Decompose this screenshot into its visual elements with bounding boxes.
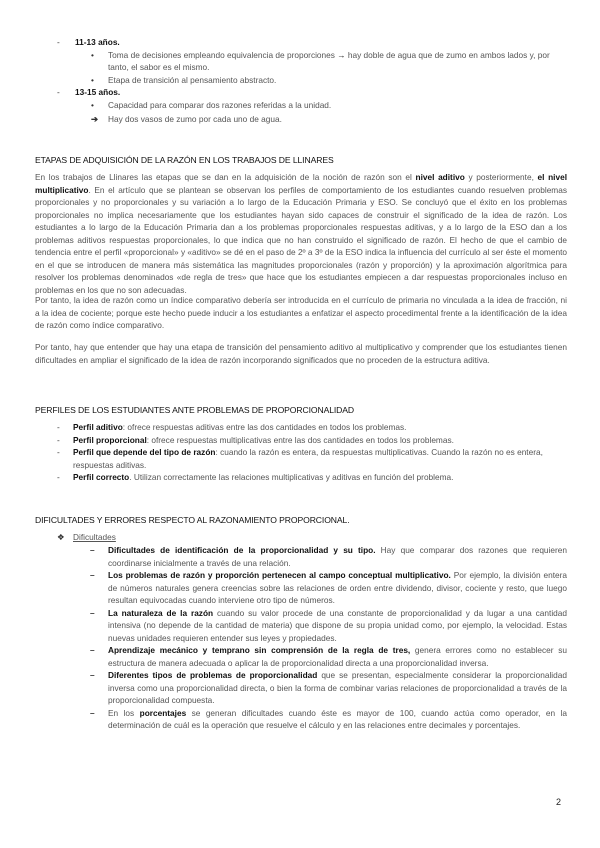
dash-marker: –: [90, 707, 95, 718]
difficulty-item: [35, 569, 567, 607]
section-heading: DIFICULTADES Y ERRORES RESPECTO AL RAZONAMIENTO PROPORCIONAL.: [35, 515, 350, 525]
bold-text: Aprendizaje mecánico y temprano sin comprensión de la regla de tres,: [108, 645, 411, 655]
dash-marker: -: [57, 422, 60, 432]
paragraph: [35, 171, 567, 296]
difficulty-item: [35, 544, 567, 569]
section-heading: PERFILES DE LOS ESTUDIANTES ANTE PROBLEMAS DE PROPORCIONALIDAD: [35, 405, 355, 415]
bold-text: Perfil proporcional: [73, 434, 147, 445]
text: : ofrece respuestas aditivas entre las dos cantidades en todos los problemas.: [122, 422, 407, 432]
text: : ofrece respuestas multiplicativas entre las dos cantidades en todos los problemas.: [146, 434, 454, 445]
dash-marker: -: [57, 434, 60, 445]
arrow-right-icon: →: [337, 49, 346, 60]
bullet-text: Toma de decisiones empleando equivalencia de proporciones: [108, 49, 338, 60]
text: En los trabajos de Llinares las etapas que se dan en la adquisición de la noción de razón son el: [35, 172, 416, 182]
bullet-icon: •: [91, 74, 94, 85]
bullet-text: Capacidad para comparar dos razones referidas a la unidad.: [108, 99, 332, 110]
text: que se presentan, especialmente considerar la proporcionalidad inversa como una proporcionalidad directa, o bien la forma de combinar varias relaciones de proporcionalidad a través de la proporcionalidad compuesta.: [108, 670, 567, 705]
bold-text: Perfil que depende del tipo de razón: [73, 447, 216, 457]
age-stages-list: [35, 36, 567, 126]
bullet-text: hay doble de agua que de zumo en ambos lados y, por tanto, el sabor es el mismo.: [108, 49, 550, 72]
bold-text: nivel aditivo: [415, 172, 465, 182]
bullet-item: [35, 49, 567, 74]
dash-marker: -: [57, 472, 60, 482]
profile-item: [35, 434, 567, 447]
bullet-item: [35, 74, 567, 87]
text: Hay que comparar dos razones que requieren coordinarse inicialmente a través de una relación.: [108, 545, 567, 568]
difficulty-item: [35, 644, 567, 669]
section-heading: ETAPAS DE ADQUISICIÓN DE LA RAZÓN EN LOS TRABAJOS DE LLINARES: [35, 155, 334, 165]
dash-marker: –: [90, 545, 95, 555]
profiles-list: [35, 421, 567, 484]
profile-item: [35, 421, 567, 434]
text: . Utilizan correctamente las relaciones multiplicativas y aditivas en función del problema.: [129, 472, 454, 482]
age-stage-item: [35, 36, 567, 49]
text: genera errores como no establecer su estructura de manera adecuada o aplicar la de proporcionalidad directa a una proporcionalidad inversa.: [108, 645, 567, 668]
difficulty-item: [35, 607, 567, 645]
bold-text: La naturaleza de la razón: [108, 607, 214, 618]
dash-marker: -: [57, 37, 60, 47]
text: . En el artículo que se plantean se observan los perfiles de comportamiento de los estudiantes cuando resuelven problemas proporcionales y no proporcionales y su variación a lo largo de la Educación Primaria y ESO. Se concluyó que el éxito en los problemas proporcionales no implica necesariamente que los estudiantes hayan sido capaces de construir el significado de la idea de razón. Los estudiantes a lo largo de la Educación Primaria dan a los problemas proporcionales respuestas aditivas, y a lo largo de la ESO dan a los problemas aditivos respuestas proporcionales, lo que indica que no han construido el significado de razón. El hecho de que el cambio de tendencia entre el perfil «proporcional» y «aditivo» se dé en el paso de 2º a 3º de la ESO indica la influencia del currículo al ser éste el momento en el que se introducen de manera más sistemática las magnitudes proporcionales (razón y proporción) y la aproximación algorítmica para resolver los problemas denominados «de regla de tres» que hace que los estudiantes empiecen a dar respuestas proporcionales incluso en problemas en los que no son adecuadas.: [35, 184, 567, 295]
bullet-text: Etapa de transición al pensamiento abstracto.: [108, 74, 277, 85]
dash-marker: –: [90, 645, 95, 655]
text: : cuando la razón es entera, da respuestas multiplicativas. Cuando la razón no es entera, respuestas aditivas.: [73, 447, 543, 470]
paragraph: Por tanto, hay que entender que hay una etapa de transición del pensamiento aditivo al multiplicativo y comprender que los estudiantes tienen dificultades en ampliar el significado de la idea de razón incorporando significados que no proceden de la estructura aditiva.: [35, 342, 567, 365]
diamond-bullet-icon: ❖: [57, 532, 65, 542]
profile-item: [35, 446, 567, 471]
bold-text: Perfil aditivo: [73, 422, 123, 432]
bullet-icon: •: [91, 49, 94, 60]
difficulty-item: [35, 707, 567, 732]
page-number: 2: [556, 797, 562, 807]
dash-marker: -: [57, 447, 60, 457]
bullet-icon: •: [91, 99, 94, 110]
bold-text: Perfil correcto: [73, 472, 130, 482]
bold-text: el nivel multiplicativo: [35, 172, 567, 195]
dash-marker: –: [90, 607, 95, 618]
dash-marker: -: [57, 87, 60, 97]
text: y posteriormente,: [464, 172, 538, 182]
dash-marker: –: [90, 670, 95, 680]
paragraph: Por tanto, la idea de razón como un índice comparativo debería ser introducida en el currículo de primaria no vinculada a la idea de fracción, ni a la idea de cociente; porque este hecho puede inducir a los estudiantes a enfatizar el aspecto procedimental frente a la identificación de la idea de razón como índice comparativo.: [35, 295, 567, 330]
text: se generan dificultades cuando éste es mayor de 100, cuando actúa como operador, en la determinación de cuál es la operación que resuelve el cálculo y en las relaciones entre decimales y porcentajes.: [108, 707, 567, 730]
profile-item: [35, 471, 567, 484]
text: Por ejemplo, la división entera de números naturales genera creencias sobre las relaciones de orden entre dividendo, divisor, cociente y resto, que luego resultan equivocadas cuando interviene otro tipo de números.: [108, 570, 567, 605]
bold-text: Los problemas de razón y proporción pertenecen al campo conceptual multiplicativo.: [108, 570, 451, 580]
bullet-item: [35, 99, 567, 112]
text: cuando su valor procede de una constante de proporcionalidad y da lugar a una cantidad intensiva (no depende de la cantidad de materia) que dispone de su propia unidad como, por ejemplo, la velocidad. Estas nuevas unidades requieren entender sus leyes y propiedades.: [108, 607, 568, 643]
arrow-right-icon: ➔: [91, 114, 98, 124]
age-stage-item: [35, 86, 567, 99]
text: En los: [108, 707, 140, 718]
difficulties-list: [35, 544, 567, 732]
age-stage-label: 13-15 años.: [75, 87, 121, 97]
dash-marker: –: [90, 570, 95, 580]
bold-text: Dificultades de identificación de la proporcionalidad y su tipo.: [108, 545, 376, 555]
subheading: Dificultades: [73, 532, 116, 542]
arrow-item: [35, 113, 567, 126]
arrow-item-text: Hay dos vasos de zumo por cada uno de agua.: [108, 114, 282, 124]
difficulties-subheading-row: [35, 531, 567, 544]
bold-text: porcentajes: [139, 707, 187, 718]
bold-text: Diferentes tipos de problemas de proporcionalidad: [108, 670, 318, 680]
difficulty-item: [35, 669, 567, 707]
age-stage-label: 11-13 años.: [75, 37, 120, 47]
